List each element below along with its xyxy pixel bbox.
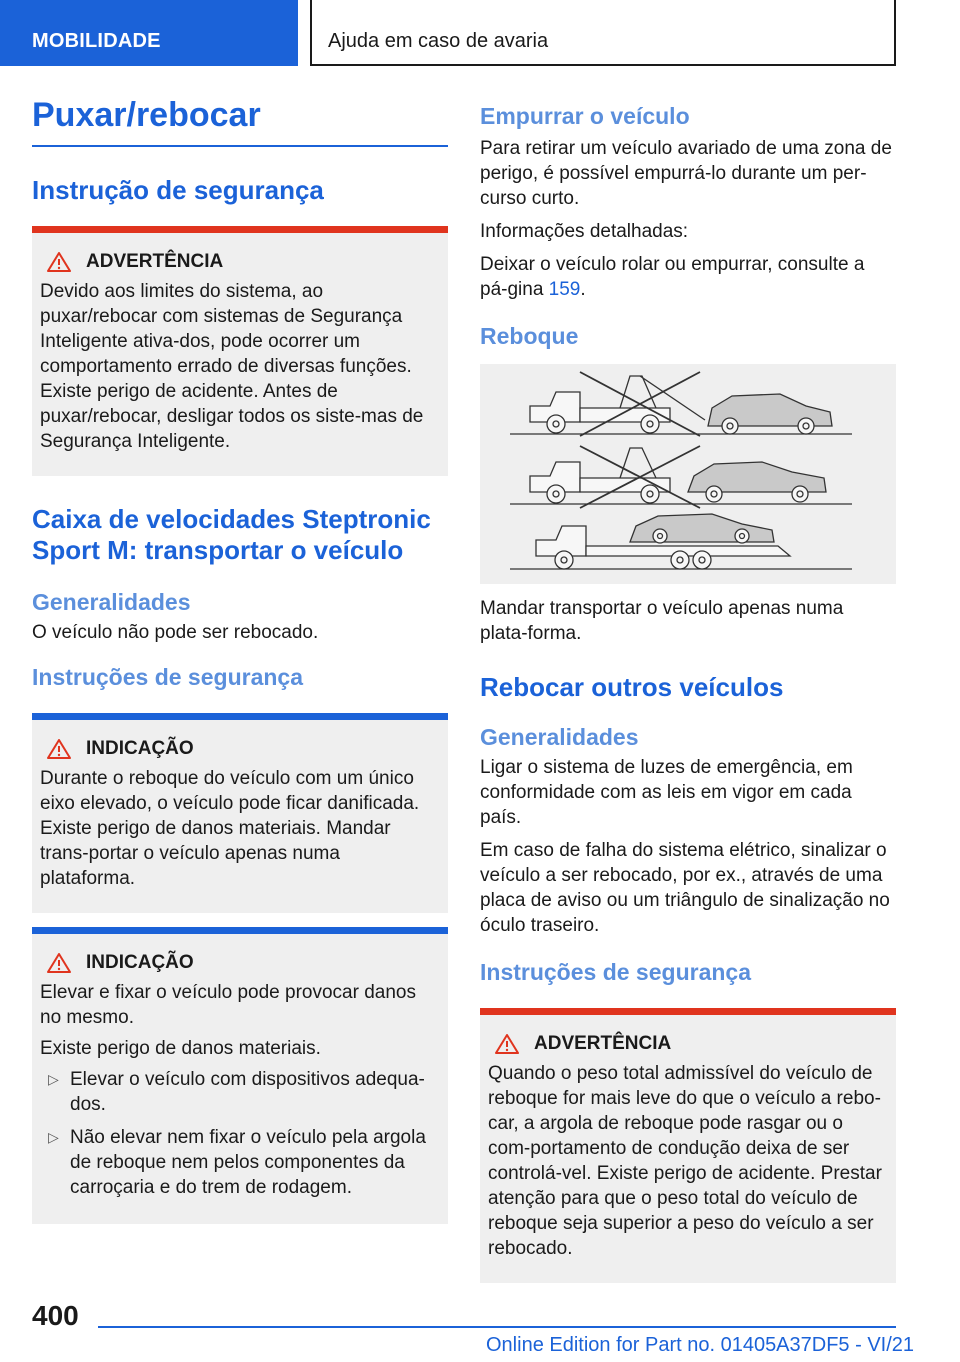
note-box-1: [32, 713, 448, 913]
list-item: [40, 1067, 440, 1117]
details-sentence: Deixar o veículo rolar ou empurrar, consulte a pá-gina: [480, 254, 865, 300]
warning-triangle-icon: [46, 738, 72, 760]
list-item: [40, 1125, 440, 1200]
list-item-text: Elevar o veículo com dispositivos adequa-dos.: [70, 1069, 425, 1115]
general2-text-2: Em caso de falha do sistema elétrico, sinalizar o veículo a ser rebocado, por ex., através de uma placa de aviso ou um triângulo de sinalização no óculo traseiro.: [480, 840, 890, 936]
header-section-tab: MOBILIDADE: [0, 0, 298, 66]
list-item-text: Não elevar nem fixar o veículo pela argola de reboque nem pelos componentes da carroçaria e do trem de rodagem.: [70, 1127, 426, 1198]
towing-illustration: [480, 364, 896, 584]
warning-label: ADVERTÊNCIA: [86, 251, 224, 272]
left-column: [32, 96, 448, 1224]
heading-push-vehicle: Empurrar o veículo: [480, 103, 690, 129]
note-label: INDICAÇÃO: [86, 952, 194, 973]
heading-towing: Reboque: [480, 323, 579, 349]
heading-safety-instructions: Instruções de segurança: [32, 664, 303, 690]
right-column: [480, 102, 896, 1283]
warning-triangle-icon: [46, 952, 72, 974]
warning-box-1: [32, 226, 448, 476]
towing-diagram-svg: [480, 364, 896, 584]
push-text: Para retirar um veículo avariado de uma zona de perigo, é possível empurrá-lo durante um per-curso curto.: [480, 138, 892, 209]
note-text-1: Elevar e fixar o veículo pode provocar danos no mesmo.: [40, 982, 416, 1028]
warning-triangle-icon: [46, 251, 72, 273]
heading-safety-instructions-2: Instruções de segurança: [480, 959, 751, 985]
heading-general: Generalidades: [32, 589, 191, 615]
footer-edition: Online Edition for Part no. 01405A37DF5 - VI/21: [486, 1334, 915, 1356]
general-text: O veículo não pode ser rebocado.: [32, 622, 319, 643]
note-bullet-list: [40, 1067, 440, 1200]
warning-text: Devido aos limites do sistema, ao puxar/rebocar com sistemas de Segurança Inteligente ativa-dos, pode ocorrer um comportamento errado de diversas funções. Existe perigo de acidente. Antes de puxar/rebocar, desligar todos os siste-mas de Segurança Inteligente.: [40, 281, 424, 452]
details-text: [480, 252, 896, 302]
warning-label: ADVERTÊNCIA: [534, 1033, 672, 1054]
page-title: Puxar/rebocar: [32, 96, 448, 147]
triangle-bullet-icon: ▷: [48, 1071, 59, 1087]
general2-text-1: Ligar o sistema de luzes de emergência, em conformidade com as leis em vigor em cada país.: [480, 757, 853, 828]
heading-tow-other-vehicles: Rebocar outros veículos: [480, 672, 784, 702]
note-box-1-head: [40, 738, 440, 760]
warning-box-2: [480, 1008, 896, 1283]
tow-caption: Mandar transportar o veículo apenas numa plata-forma.: [480, 598, 844, 644]
details-end: .: [580, 279, 586, 300]
page-number: 400: [32, 1300, 79, 1331]
heading-general-2: Generalidades: [480, 724, 639, 750]
heading-gearbox-transport: Caixa de velocidades Steptronic Sport M: transportar o veículo: [32, 504, 431, 565]
heading-safety-instruction: Instrução de segurança: [32, 175, 324, 205]
note-box-2: [32, 927, 448, 1224]
note-text-2: Existe perigo de danos materiais.: [40, 1038, 321, 1059]
note-text: Durante o reboque do veículo com um único eixo elevado, o veículo pode ficar danificada. Existe perigo de danos materiais. Mandar trans-portar o veículo apenas numa plataforma.: [40, 768, 420, 889]
triangle-bullet-icon: ▷: [48, 1129, 59, 1145]
note-box-2-head: [40, 952, 440, 974]
page-link[interactable]: 159: [548, 279, 581, 300]
warning-box-1-head: [40, 251, 440, 273]
warning-triangle-icon: [494, 1033, 520, 1055]
warning-text: Quando o peso total admissível do veículo de reboque for mais leve do que o veículo a rebo-car, a argola de reboque pode rasgar ou o com-portamento de condução deixa de ser controlá-vel. Existe perigo de acidente. Prestar atenção para que o peso total do veículo de reboque seja superior a peso do veículo a ser rebocado.: [488, 1063, 882, 1259]
footer-divider: [98, 1326, 896, 1328]
note-label: INDICAÇÃO: [86, 738, 194, 759]
header-chapter: Ajuda em caso de avaria: [310, 0, 896, 66]
details-label: Informações detalhadas:: [480, 221, 689, 242]
warning-box-2-head: [488, 1033, 888, 1055]
